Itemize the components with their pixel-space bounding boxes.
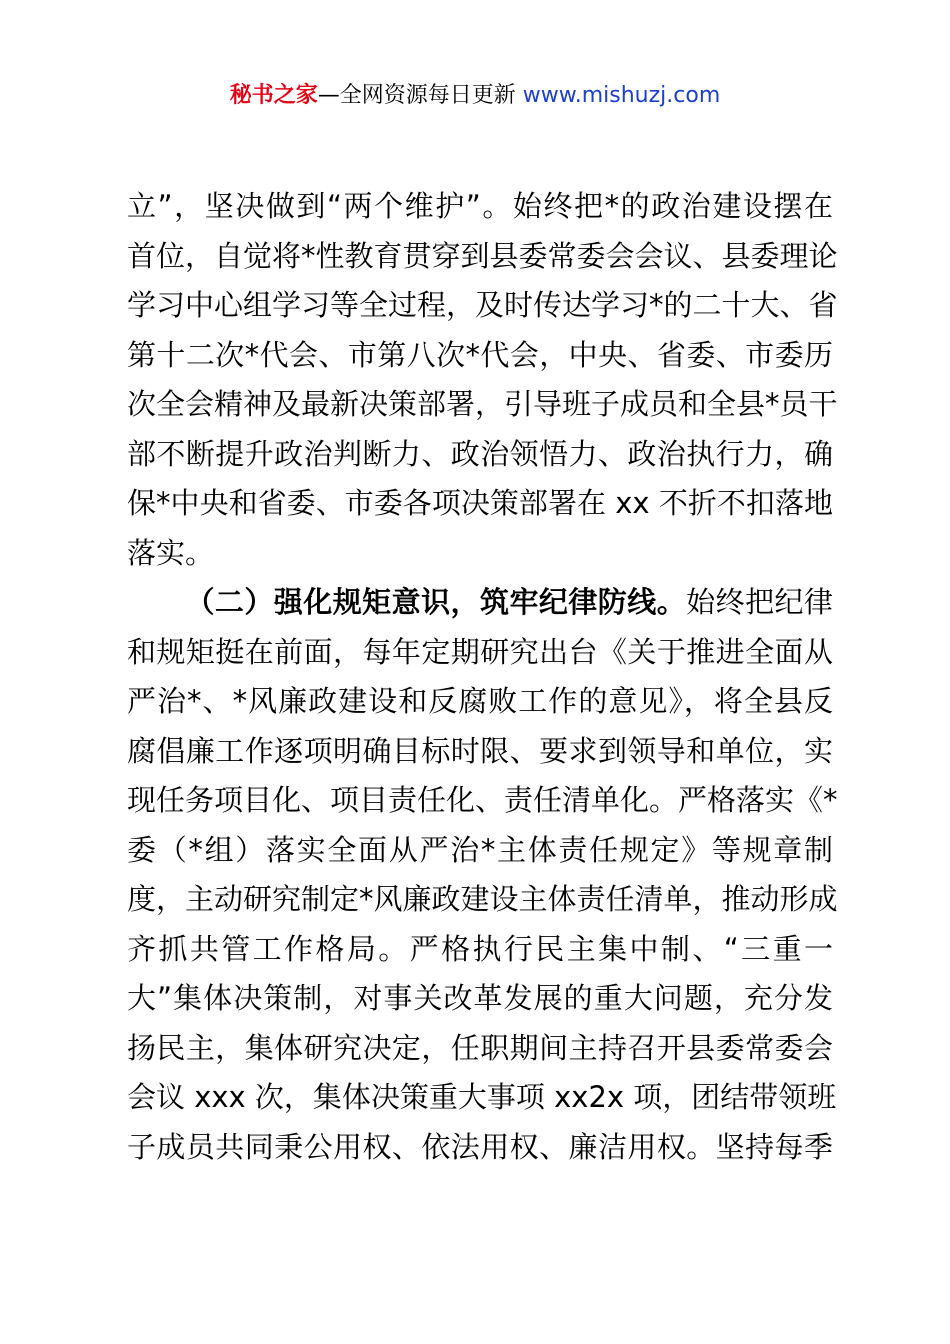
text-line: 部不断提升政治判断力、政治领悟力、政治执行力，确 [127,436,833,471]
text-line: 保*中央和省委、市委各项决策部署在 xx 不折不扣落地 [127,486,833,520]
site-url[interactable]: www.mishuzj.com [522,83,721,108]
text-line: 首位，自觉将*性教育贯穿到县委常委会会议、县委理论 [127,238,838,273]
paragraph-1 [127,182,838,578]
site-brand: 秘书之家 [229,83,318,108]
text-line: 次全会精神及最新决策部署，引导班子成员和全县*员干 [127,387,838,421]
paragraph-2 [127,578,838,1172]
text-line: 严治*、*风廉政建设和反腐败工作的意见》，将全县反 [127,684,833,718]
text-line: 委（*组）落实全面从严治*主体责任规定》等规章制 [127,832,833,867]
text-line: 齐抓共管工作格局。严格执行民主集中制、“三重一 [127,931,833,966]
text-line: 第十二次*代会、市第八次*代会，中央、省委、市委历 [127,337,833,372]
text-line: 腐倡廉工作逐项明确目标时限、要求到领导和单位，实 [127,733,833,768]
document-body [127,182,838,1172]
text-line: 大”集体决策制，对事关改革发展的重大问题，充分发 [127,981,833,1015]
first-line-text: 始终把纪律 [686,585,833,619]
paragraph-2-first-line [127,578,833,628]
page-header [0,80,950,112]
section-heading: （二）强化规矩意识，筑牢纪律防线。 [185,585,687,619]
text-line: 立”，坚决做到“两个维护”。始终把*的政治建设摆在 [127,189,833,223]
text-line: 扬民主，集体研究决定，任职期间主持召开县委常委会 [127,1030,833,1065]
text-line: 和规矩挺在前面，每年定期研究出台《关于推进全面从 [127,634,833,669]
text-line: 会议 xxx 次，集体决策重大事项 xx2x 项，团结带领班 [127,1080,837,1114]
text-line: 子成员共同秉公用权、依法用权、廉洁用权。坚持每季 [127,1129,833,1164]
text-line: 落实。 [127,535,215,570]
text-line: 现任务项目化、项目责任化、责任清单化。严格落实《* [127,783,838,817]
text-line: 学习中心组学习等全过程，及时传达学习*的二十大、省 [127,288,838,322]
text-line: 度，主动研究制定*风廉政建设主体责任清单，推动形成 [127,882,838,916]
site-tagline: —全网资源每日更新 [317,83,523,108]
